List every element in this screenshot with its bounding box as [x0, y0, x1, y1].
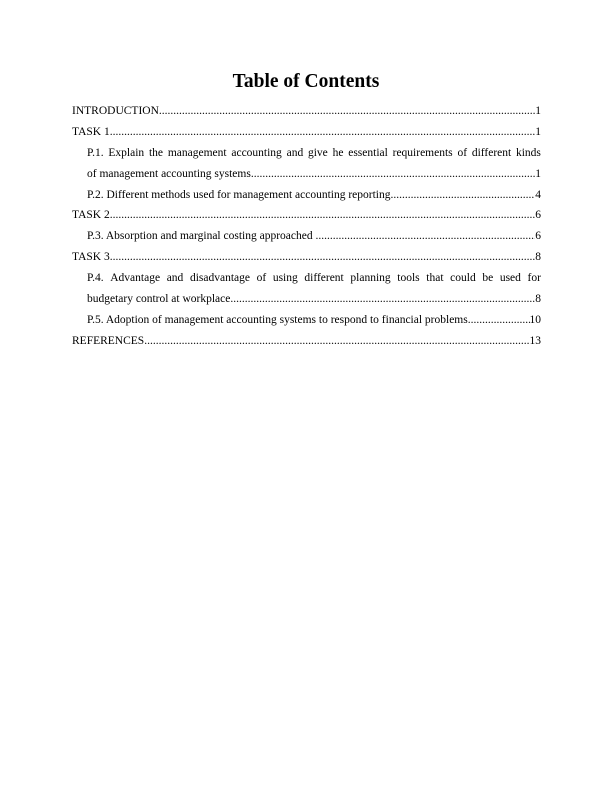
toc-entry-word: tools — [397, 272, 420, 285]
toc-entry-word: Explain — [108, 146, 145, 159]
toc-entry-label: P.2. Different methods used for management accounting reporting — [87, 188, 391, 201]
toc-entry[interactable] — [72, 268, 541, 310]
toc-entry-word: P.1. — [87, 146, 104, 159]
dot-leader — [251, 164, 535, 185]
toc-entry-word: accounting — [231, 146, 282, 159]
toc-entry-label: TASK 1 — [72, 125, 110, 138]
toc-entry-word: essential — [348, 146, 388, 159]
toc-entry-word: kinds — [515, 146, 541, 159]
toc-entry-word: he — [332, 146, 344, 159]
toc-page-number: 1 — [535, 105, 541, 117]
toc-entry-word: different — [471, 146, 512, 159]
toc-entry-word: using — [272, 272, 298, 285]
toc-entry-word: give — [307, 146, 328, 159]
toc-entry-word: requirements — [392, 146, 453, 159]
toc-page-number: 6 — [535, 209, 541, 222]
toc-entry[interactable] — [72, 310, 541, 331]
toc-entry[interactable] — [72, 331, 541, 352]
toc-entry-label: TASK 3 — [72, 251, 110, 264]
toc-entry-label: P.3. Absorption and marginal costing approached — [87, 230, 316, 243]
toc-entry-label: INTRODUCTION — [72, 105, 159, 117]
toc-entry-word: could — [450, 272, 476, 285]
dot-leader — [468, 310, 530, 331]
table-of-contents — [72, 101, 541, 352]
toc-page-number: 10 — [529, 313, 541, 326]
toc-page-number: 4 — [535, 188, 541, 201]
dot-leader — [159, 101, 535, 122]
toc-page-number: 1 — [535, 167, 541, 180]
toc-entry-label-line2: of management accounting systems — [87, 167, 251, 180]
toc-entry-label-line1 — [87, 143, 541, 164]
toc-entry[interactable] — [72, 247, 541, 268]
toc-page-number: 8 — [535, 293, 541, 306]
toc-entry-label: TASK 2 — [72, 209, 110, 222]
toc-entry-word: the — [148, 146, 164, 159]
toc-entry[interactable] — [72, 143, 541, 185]
page-title: Table of Contents — [232, 71, 380, 92]
dot-leader — [110, 247, 536, 268]
dot-leader — [144, 331, 529, 352]
toc-entry-word: and — [286, 146, 304, 159]
toc-page-number: 8 — [535, 251, 541, 264]
dot-leader — [110, 122, 536, 143]
toc-entry-word: be — [482, 272, 494, 285]
toc-page-number: 1 — [535, 125, 541, 138]
toc-entry-label: P.5. Adoption of management accounting systems to respond to financial problems — [87, 313, 468, 326]
toc-page-number: 6 — [535, 230, 541, 243]
toc-entry-word: for — [527, 272, 541, 285]
toc-entry-word: and — [166, 272, 184, 285]
toc-entry-word: Advantage — [110, 272, 161, 285]
toc-entry-word: that — [426, 272, 444, 285]
toc-entry-word: P.4. — [87, 272, 104, 285]
toc-entry[interactable] — [72, 226, 541, 247]
toc-entry[interactable] — [72, 205, 541, 226]
toc-entry[interactable] — [72, 122, 541, 143]
toc-entry-word: management — [167, 146, 227, 159]
dot-leader — [110, 205, 536, 226]
dot-leader — [391, 185, 536, 206]
toc-entry-label-line1 — [87, 268, 541, 289]
toc-entry-word: disadvantage — [189, 272, 250, 285]
dot-leader — [230, 289, 535, 310]
toc-entry[interactable] — [72, 101, 541, 122]
toc-entry-word: of — [457, 146, 468, 159]
dot-leader — [315, 226, 535, 247]
toc-entry-word: planning — [350, 272, 391, 285]
toc-entry-word: used — [499, 272, 521, 285]
toc-entry-label-line2: budgetary control at workplace — [87, 293, 231, 306]
toc-page-number: 13 — [529, 334, 541, 347]
toc-entry-word: of — [256, 272, 267, 285]
toc-entry-label: REFERENCES — [72, 334, 145, 347]
toc-entry-word: different — [304, 272, 344, 285]
toc-entry[interactable] — [72, 185, 541, 206]
